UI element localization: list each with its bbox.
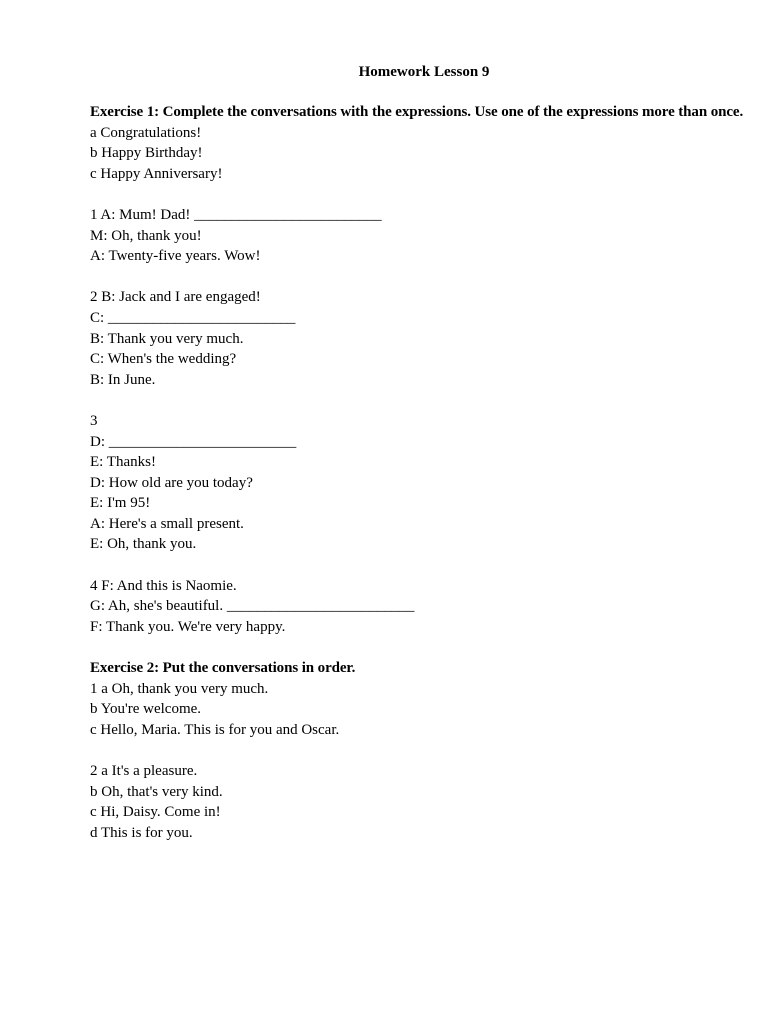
dialogue-line: 1 a Oh, thank you very much. <box>90 680 269 697</box>
dialogue-line: E: Thanks! <box>90 454 156 471</box>
dialogue-line: F: Thank you. We're very happy. <box>90 618 286 635</box>
dialogue-line: C: _________________________ <box>90 309 296 326</box>
exercise-1-options <box>90 123 766 185</box>
document-body <box>90 102 766 843</box>
dialogue-line: 2 B: Jack and I are engaged! <box>90 289 261 306</box>
dialogue-line: 1 A: Mum! Dad! _________________________ <box>90 206 382 223</box>
dialogue-line: C: When's the wedding? <box>90 351 237 368</box>
exercise-1-heading: Exercise 1: Complete the conversations with the expressions. Use one of the expressions more than once. <box>90 104 744 120</box>
dialogue-line: B: In June. <box>90 371 156 388</box>
spacer <box>90 555 766 576</box>
spacer <box>90 637 766 658</box>
dialogue-line: E: Oh, thank you. <box>90 536 197 553</box>
dialogue-line: b Oh, that's very kind. <box>90 783 223 800</box>
exercise-1-conversation-1 <box>90 205 766 267</box>
dialogue-line: d This is for you. <box>90 824 193 841</box>
dialogue-line: D: How old are you today? <box>90 474 253 491</box>
document-title: Homework Lesson 9 <box>358 64 490 80</box>
exercise-2-conversation-2 <box>90 761 766 843</box>
dialogue-line: D: _________________________ <box>90 433 297 450</box>
dialogue-line: 4 F: And this is Naomie. <box>90 577 237 594</box>
option-b: b Happy Birthday! <box>90 145 203 162</box>
dialogue-line: 3 <box>90 412 98 429</box>
dialogue-line: B: Thank you very much. <box>90 330 244 347</box>
exercise-2-heading: Exercise 2: Put the conversations in order. <box>90 660 356 677</box>
dialogue-line: c Hi, Daisy. Come in! <box>90 804 221 821</box>
dialogue-line: 2 a It's a pleasure. <box>90 763 198 779</box>
spacer <box>90 740 766 761</box>
dialogue-line: E: I'm 95! <box>90 495 151 512</box>
dialogue-line: M: Oh, thank you! <box>90 227 202 244</box>
dialogue-line: b You're welcome. <box>90 701 202 718</box>
exercise-1-conversation-2 <box>90 287 766 390</box>
dialogue-line: A: Twenty-five years. Wow! <box>90 248 261 265</box>
dialogue-line: c Hello, Maria. This is for you and Oscar. <box>90 721 340 738</box>
exercise-1-conversation-4 <box>90 576 766 638</box>
exercise-2-conversation-1 <box>90 679 766 741</box>
spacer <box>90 184 766 205</box>
spacer <box>90 267 766 288</box>
exercise-1-conversation-3 <box>90 411 766 555</box>
dialogue-line: G: Ah, she's beautiful. _________________________ <box>90 598 415 615</box>
option-c: c Happy Anniversary! <box>90 165 223 182</box>
spacer <box>90 390 766 411</box>
dialogue-line: A: Here's a small present. <box>90 515 244 532</box>
option-a: a Congratulations! <box>90 124 202 141</box>
